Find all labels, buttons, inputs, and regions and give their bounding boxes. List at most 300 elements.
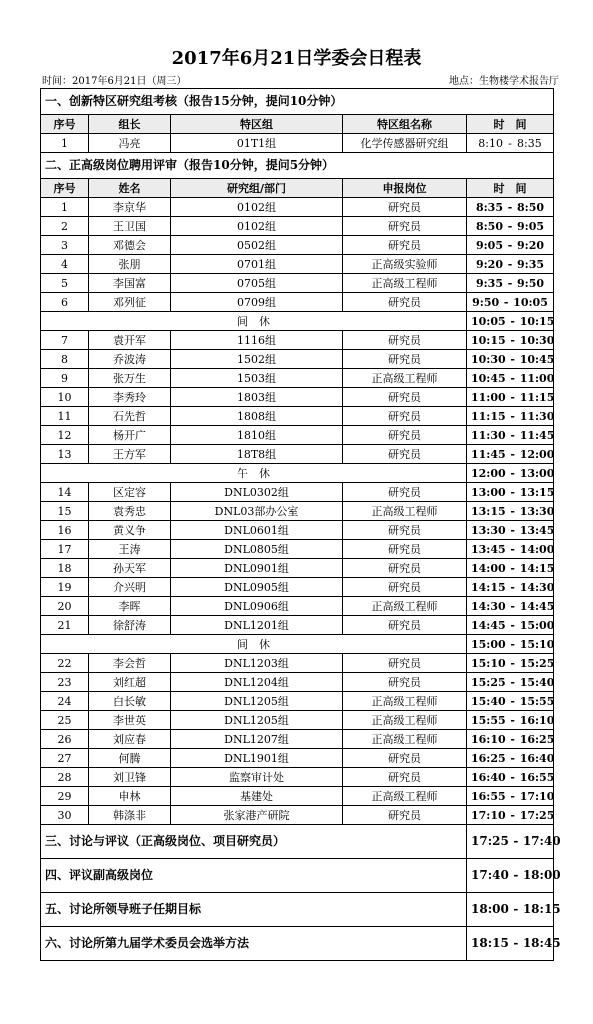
start-time: 10:15: [471, 333, 506, 347]
candidate-name: 李世英: [89, 711, 171, 730]
row-number: 21: [41, 616, 89, 635]
time-separator: -: [510, 618, 515, 632]
time-slot: [467, 692, 554, 711]
end-time: 8:35: [517, 136, 542, 150]
start-time: 9:05: [475, 238, 503, 252]
row-number: 8: [41, 350, 89, 369]
applied-post: 研究员: [343, 293, 467, 312]
applied-post: 研究员: [343, 236, 467, 255]
time-separator: -: [507, 257, 513, 271]
time-slot: [467, 711, 554, 730]
column-header: 时 间: [467, 115, 554, 134]
end-time: 17:10: [519, 789, 555, 803]
time-slot: [467, 483, 554, 502]
time-slot: [467, 502, 554, 521]
time-separator: -: [508, 136, 512, 150]
time-separator: -: [510, 390, 515, 404]
time-separator: -: [510, 504, 515, 518]
time-separator: -: [510, 447, 515, 461]
time-slot: [467, 787, 554, 806]
time-slot: [467, 521, 554, 540]
table-row: [41, 616, 554, 635]
section-title: 五、讨论所领导班子任期目标: [41, 893, 467, 927]
start-time: 17:25: [471, 834, 509, 848]
section-time: [467, 927, 561, 961]
end-time: 15:55: [519, 694, 555, 708]
candidate-name: 刘卫锋: [89, 768, 171, 787]
start-time: 14:30: [471, 599, 506, 613]
department: 0705组: [171, 274, 343, 293]
applied-post: 研究员: [343, 350, 467, 369]
section-time: [467, 825, 561, 859]
applied-post: 研究员: [343, 521, 467, 540]
row-number: 26: [41, 730, 89, 749]
row-number: 20: [41, 597, 89, 616]
end-time: 15:40: [519, 675, 555, 689]
time-slot: [467, 350, 554, 369]
applied-post: 正高级实验师: [343, 255, 467, 274]
time-slot: [467, 331, 554, 350]
applied-post: 正高级工程师: [343, 692, 467, 711]
applied-post: 研究员: [343, 217, 467, 236]
schedule-body: [41, 89, 561, 961]
end-time: 18:15: [522, 902, 561, 916]
candidate-name: 邓德会: [89, 236, 171, 255]
department: DNL1201组: [171, 616, 343, 635]
candidate-name: 徐舒涛: [89, 616, 171, 635]
start-time: 11:30: [471, 428, 506, 442]
start-time: 10:45: [471, 371, 506, 385]
section-title: 四、评议副高级岗位: [41, 859, 467, 893]
time-separator: -: [510, 352, 515, 366]
time-separator: -: [507, 238, 513, 252]
time-slot: [467, 293, 554, 312]
break-row: [41, 464, 554, 483]
table-row: [41, 483, 554, 502]
time-slot: [467, 217, 554, 236]
end-time: 17:40: [522, 834, 561, 848]
applied-post: 研究员: [343, 654, 467, 673]
end-time: 9:05: [517, 219, 545, 233]
department: 0701组: [171, 255, 343, 274]
department: DNL1205组: [171, 692, 343, 711]
start-time: 9:50: [472, 295, 500, 309]
row-number: 1: [41, 134, 89, 153]
end-time: 13:30: [519, 504, 555, 518]
end-time: 14:30: [519, 580, 555, 594]
start-time: 11:15: [471, 409, 506, 423]
column-header-row: [41, 179, 554, 198]
section-heading-row: [41, 893, 554, 927]
time-separator: -: [510, 314, 515, 328]
table-row: [41, 445, 554, 464]
time-separator: -: [510, 789, 515, 803]
row-number: 11: [41, 407, 89, 426]
department: 18T8组: [171, 445, 343, 464]
applied-post: 研究员: [343, 198, 467, 217]
department: 0102组: [171, 217, 343, 236]
table-row: [41, 597, 554, 616]
row-number: 4: [41, 255, 89, 274]
break-label: 间 休: [41, 312, 467, 331]
group-name: 化学传感器研究组: [343, 134, 467, 153]
end-time: 9:50: [517, 276, 545, 290]
time-separator: -: [510, 428, 515, 442]
applied-post: 正高级工程师: [343, 597, 467, 616]
row-number: 16: [41, 521, 89, 540]
candidate-name: 刘红超: [89, 673, 171, 692]
end-time: 18:45: [522, 936, 561, 950]
candidate-name: 何腾: [89, 749, 171, 768]
department: 0102组: [171, 198, 343, 217]
start-time: 13:15: [471, 504, 506, 518]
department: 监察审计处: [171, 768, 343, 787]
column-header: 特区组名称: [343, 115, 467, 134]
row-number: 6: [41, 293, 89, 312]
time-separator: -: [510, 561, 515, 575]
section-time: [467, 893, 561, 927]
start-time: 12:00: [471, 466, 506, 480]
applied-post: 研究员: [343, 483, 467, 502]
row-number: 9: [41, 369, 89, 388]
candidate-name: 王卫国: [89, 217, 171, 236]
candidate-name: 申林: [89, 787, 171, 806]
candidate-name: 李京华: [89, 198, 171, 217]
table-row: [41, 502, 554, 521]
table-row: [41, 730, 554, 749]
applied-post: 研究员: [343, 331, 467, 350]
row-number: 14: [41, 483, 89, 502]
applied-post: 研究员: [343, 578, 467, 597]
row-number: 3: [41, 236, 89, 255]
end-time: 10:15: [519, 314, 555, 328]
page-title: 2017年6月21日学委会日程表: [171, 48, 422, 69]
end-time: 11:15: [519, 390, 555, 404]
end-time: 11:45: [519, 428, 555, 442]
applied-post: 正高级工程师: [343, 369, 467, 388]
time-separator: -: [510, 808, 515, 822]
table-row: [41, 521, 554, 540]
meeting-time: 时间：2017年6月21日（周三）: [42, 76, 187, 87]
time-separator: -: [513, 936, 519, 950]
end-time: 15:25: [519, 656, 555, 670]
column-header-row: [41, 115, 554, 134]
candidate-name: 黄义争: [89, 521, 171, 540]
time-slot: [467, 198, 554, 217]
time-separator: -: [510, 333, 515, 347]
applied-post: 研究员: [343, 806, 467, 825]
end-time: 10:45: [519, 352, 555, 366]
end-time: 9:35: [517, 257, 545, 271]
row-number: 19: [41, 578, 89, 597]
start-time: 8:35: [475, 200, 503, 214]
candidate-name: 邓列征: [89, 293, 171, 312]
table-row: [41, 331, 554, 350]
time-slot: [467, 768, 554, 787]
end-time: 13:00: [519, 466, 555, 480]
end-time: 12:00: [519, 447, 555, 461]
time-separator: -: [510, 694, 515, 708]
table-row: [41, 768, 554, 787]
end-time: 9:20: [517, 238, 545, 252]
applied-post: 研究员: [343, 426, 467, 445]
time-separator: -: [510, 485, 515, 499]
start-time: 15:55: [471, 713, 506, 727]
candidate-name: 介兴明: [89, 578, 171, 597]
column-header: 姓名: [89, 179, 171, 198]
time-separator: -: [510, 466, 515, 480]
table-row: [41, 559, 554, 578]
time-slot: [467, 445, 554, 464]
time-slot: [467, 388, 554, 407]
table-row: [41, 198, 554, 217]
table-row: [41, 255, 554, 274]
applied-post: 正高级工程师: [343, 787, 467, 806]
candidate-name: 白长敏: [89, 692, 171, 711]
end-time: 16:55: [519, 770, 555, 784]
row-number: 23: [41, 673, 89, 692]
start-time: 16:25: [471, 751, 506, 765]
table-row: [41, 711, 554, 730]
end-time: 18:00: [522, 868, 561, 882]
department: DNL0805组: [171, 540, 343, 559]
break-label: 间 休: [41, 635, 467, 654]
candidate-name: 刘应春: [89, 730, 171, 749]
time-separator: -: [510, 371, 515, 385]
table-row: [41, 787, 554, 806]
start-time: 15:25: [471, 675, 506, 689]
start-time: 8:10: [478, 136, 503, 150]
time-slot: [467, 274, 554, 293]
time-separator: -: [507, 276, 513, 290]
time-separator: -: [510, 656, 515, 670]
end-time: 15:10: [519, 637, 555, 651]
row-number: 5: [41, 274, 89, 293]
applied-post: 研究员: [343, 616, 467, 635]
row-number: 28: [41, 768, 89, 787]
end-time: 13:45: [519, 523, 555, 537]
department: DNL0901组: [171, 559, 343, 578]
table-row: [41, 654, 554, 673]
table-row: [41, 749, 554, 768]
department: DNL03部办公室: [171, 502, 343, 521]
time-separator: -: [510, 770, 515, 784]
department: 1810组: [171, 426, 343, 445]
start-time: 14:15: [471, 580, 506, 594]
column-header: 特区组: [171, 115, 343, 134]
department: DNL0601组: [171, 521, 343, 540]
applied-post: 正高级工程师: [343, 730, 467, 749]
department: DNL1901组: [171, 749, 343, 768]
candidate-name: 张朋: [89, 255, 171, 274]
column-header: 申报岗位: [343, 179, 467, 198]
time-slot: [467, 730, 554, 749]
candidate-name: 韩涤非: [89, 806, 171, 825]
time-slot: [467, 578, 554, 597]
candidate-name: 张万生: [89, 369, 171, 388]
applied-post: 研究员: [343, 559, 467, 578]
end-time: 10:05: [513, 295, 548, 309]
candidate-name: 王涛: [89, 540, 171, 559]
applied-post: 研究员: [343, 673, 467, 692]
start-time: 14:45: [471, 618, 506, 632]
column-header: 研究组/部门: [171, 179, 343, 198]
time-slot: [467, 749, 554, 768]
schedule-table: [40, 88, 561, 961]
start-time: 17:40: [471, 868, 509, 882]
table-row: [41, 274, 554, 293]
applied-post: 研究员: [343, 749, 467, 768]
start-time: 10:05: [471, 314, 506, 328]
time-slot: [467, 616, 554, 635]
row-number: 30: [41, 806, 89, 825]
start-time: 15:00: [471, 637, 506, 651]
time-separator: -: [503, 295, 509, 309]
time-separator: -: [513, 868, 519, 882]
applied-post: 研究员: [343, 540, 467, 559]
start-time: 13:00: [471, 485, 506, 499]
end-time: 14:15: [519, 561, 555, 575]
table-row: [41, 388, 554, 407]
department: DNL1204组: [171, 673, 343, 692]
table-row: [41, 134, 554, 153]
section-heading-row: [41, 927, 554, 961]
row-number: 27: [41, 749, 89, 768]
time-slot: [467, 654, 554, 673]
start-time: 15:40: [471, 694, 506, 708]
table-row: [41, 236, 554, 255]
start-time: 18:15: [471, 936, 509, 950]
candidate-name: 李晖: [89, 597, 171, 616]
department: DNL0906组: [171, 597, 343, 616]
end-time: 13:15: [519, 485, 555, 499]
end-time: 15:00: [519, 618, 555, 632]
department: 1808组: [171, 407, 343, 426]
start-time: 17:10: [471, 808, 506, 822]
time-separator: -: [510, 751, 515, 765]
department: DNL0302组: [171, 483, 343, 502]
start-time: 16:40: [471, 770, 506, 784]
section-heading-row: [41, 859, 554, 893]
candidate-name: 袁秀忠: [89, 502, 171, 521]
time-slot: [467, 236, 554, 255]
row-number: 25: [41, 711, 89, 730]
time-separator: -: [507, 200, 513, 214]
department: 1116组: [171, 331, 343, 350]
table-row: [41, 369, 554, 388]
row-number: 18: [41, 559, 89, 578]
department: DNL0905组: [171, 578, 343, 597]
start-time: 8:50: [475, 219, 503, 233]
row-number: 7: [41, 331, 89, 350]
applied-post: 研究员: [343, 768, 467, 787]
table-row: [41, 407, 554, 426]
table-row: [41, 578, 554, 597]
section-time: [467, 859, 561, 893]
department: 张家港产研院: [171, 806, 343, 825]
break-time: [467, 635, 554, 654]
end-time: 8:50: [517, 200, 545, 214]
time-slot: [467, 597, 554, 616]
row-number: 1: [41, 198, 89, 217]
time-slot: [467, 369, 554, 388]
department: DNL1203组: [171, 654, 343, 673]
end-time: 11:30: [519, 409, 555, 423]
time-separator: -: [510, 409, 515, 423]
department: 0502组: [171, 236, 343, 255]
applied-post: 研究员: [343, 407, 467, 426]
section-heading-row: [41, 89, 554, 115]
department: DNL1207组: [171, 730, 343, 749]
row-number: 10: [41, 388, 89, 407]
start-time: 18:00: [471, 902, 509, 916]
end-time: 11:00: [519, 371, 555, 385]
table-row: [41, 426, 554, 445]
row-number: 24: [41, 692, 89, 711]
candidate-name: 孙天军: [89, 559, 171, 578]
department: DNL1205组: [171, 711, 343, 730]
table-row: [41, 217, 554, 236]
row-number: 15: [41, 502, 89, 521]
time-separator: -: [510, 675, 515, 689]
time-slot: [467, 673, 554, 692]
break-row: [41, 312, 554, 331]
end-time: 16:40: [519, 751, 555, 765]
table-row: [41, 293, 554, 312]
end-time: 10:30: [519, 333, 555, 347]
department: 0709组: [171, 293, 343, 312]
candidate-name: 乔波涛: [89, 350, 171, 369]
row-number: 22: [41, 654, 89, 673]
section-title: 一、创新特区研究组考核（报告15分钟，提问10分钟）: [41, 89, 554, 115]
department: 1803组: [171, 388, 343, 407]
row-number: 2: [41, 217, 89, 236]
column-header: 序号: [41, 115, 89, 134]
start-time: 9:35: [475, 276, 503, 290]
time-slot: [467, 407, 554, 426]
candidate-name: 杨开广: [89, 426, 171, 445]
time-slot: [467, 806, 554, 825]
department: 基建处: [171, 787, 343, 806]
break-time: [467, 312, 554, 331]
section-title: 六、讨论所第九届学术委员会选举方法: [41, 927, 467, 961]
section-heading-row: [41, 153, 554, 179]
start-time: 16:10: [471, 732, 506, 746]
start-time: 11:00: [471, 390, 506, 404]
start-time: 15:10: [471, 656, 506, 670]
applied-post: 研究员: [343, 388, 467, 407]
end-time: 16:10: [519, 713, 555, 727]
candidate-name: 李国富: [89, 274, 171, 293]
time-slot: [467, 559, 554, 578]
end-time: 14:00: [519, 542, 555, 556]
time-separator: -: [510, 637, 515, 651]
time-separator: -: [507, 219, 513, 233]
column-header: 时 间: [467, 179, 554, 198]
candidate-name: 石先哲: [89, 407, 171, 426]
start-time: 11:45: [471, 447, 506, 461]
time-separator: -: [510, 713, 515, 727]
time-separator: -: [513, 834, 519, 848]
section-heading-row: [41, 825, 554, 859]
row-number: 29: [41, 787, 89, 806]
meeting-location: 地点：生物楼学术报告厅: [449, 76, 559, 87]
applied-post: 研究员: [343, 445, 467, 464]
start-time: 9:20: [475, 257, 503, 271]
candidate-name: 区定容: [89, 483, 171, 502]
end-time: 17:25: [519, 808, 555, 822]
candidate-name: 王方军: [89, 445, 171, 464]
